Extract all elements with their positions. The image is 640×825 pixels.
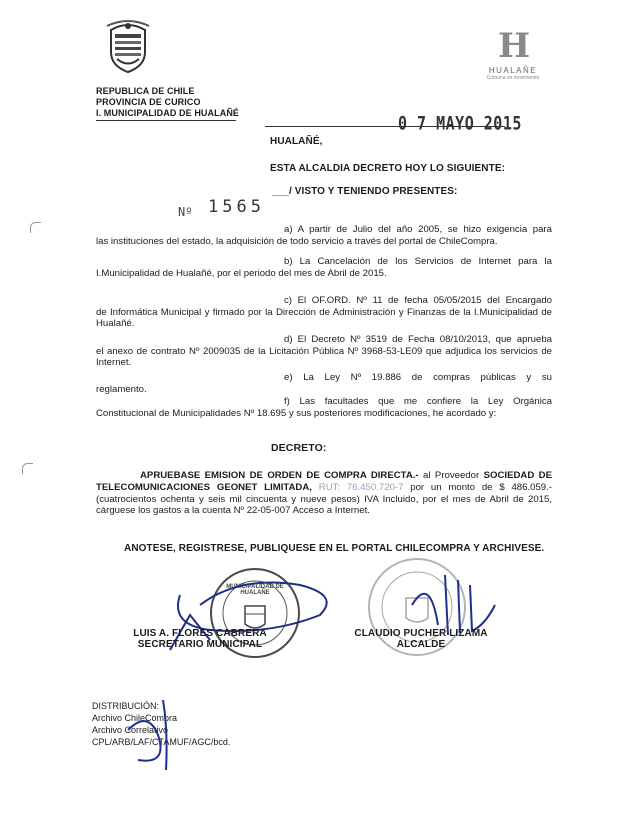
distribution-title: DISTRIBUCIÓN: [92, 701, 160, 711]
logo-name: HUALAÑE [488, 66, 538, 75]
decreto-heading: DECRETO: [271, 442, 327, 454]
municipal-crest-icon [103, 18, 153, 74]
consideration-d-rest: el anexo de contrato Nº 2009035 de la Licitación Pública Nº 3968-53-LE09 que adjudica los servicios de Internet. [96, 345, 552, 368]
resolution-order: APRUEBASE EMISION DE ORDEN DE COMPRA DIRECTA.- [140, 470, 419, 481]
consideration-a [96, 224, 552, 247]
visto-line: ___/ VISTO Y TENIENDO PRESENTES: [272, 186, 458, 197]
secretary-block [120, 628, 280, 650]
header-province: PROVINCIA DE CURICO [96, 97, 201, 107]
resolution-paragraph [96, 470, 552, 517]
consideration-f [96, 396, 552, 419]
decree-number: 1565 [208, 197, 265, 217]
consideration-d [96, 334, 552, 369]
consideration-b [96, 256, 552, 279]
decree-number-prefix: Nº [178, 205, 193, 219]
mayor-block [338, 628, 504, 650]
consideration-a-rest: las instituciones del estado, la adquisición de todo servicio a través del portal de ChileCompra. [96, 235, 498, 247]
consideration-b-first: b) La Cancelación de los Servicios de Internet para la [284, 256, 552, 267]
distribution-item: CPL/ARB/LAF/CTAMUF/AGC/bcd. [92, 737, 231, 747]
hualane-logo [478, 28, 548, 98]
consideration-e-rest: reglamento. [96, 383, 147, 395]
logo-subtitle: Comuna en movimiento [486, 75, 540, 81]
punch-hole-mark [30, 222, 41, 233]
consideration-b-rest: I.Municipalidad de Hualañé, por el periodo del mes de Abril de 2015. [96, 267, 387, 279]
intro-line: ESTA ALCALDIA DECRETO HOY LO SIGUIENTE: [270, 163, 506, 174]
resolution-rut: RUT: 76.450.720-7 [311, 481, 404, 493]
institution-header [96, 86, 239, 119]
closing-line: ANOTESE, REGISTRESE, PUBLIQUESE EN EL PORTAL CHILECOMPRA Y ARCHIVESE. [124, 543, 545, 554]
distribution-item: Archivo ChileCompra [92, 713, 178, 723]
punch-hole-mark [22, 463, 33, 474]
resolution-provider-intro: al Proveedor [418, 470, 480, 481]
distribution-initials-icon [108, 690, 188, 775]
place-line: HUALAÑÉ, [270, 136, 323, 147]
header-country: REPUBLICA DE CHILE [96, 86, 195, 96]
header-underline [96, 120, 236, 121]
consideration-c-first: c) El OF.ORD. Nº 11 de fecha 05/05/2015 del Encargado [284, 295, 552, 306]
consideration-d-first: d) El Decreto Nº 3519 de Fecha 08/10/2013, que aprueba [284, 334, 552, 345]
resolution-provider: SOCIEDAD DE TELECOMUNICACIONES GEONET LIMITADA, [96, 470, 553, 493]
secretary-name: LUIS A. FLORES CABRERA [133, 628, 267, 639]
secretary-role: SECRETARIO MUNICIPAL [137, 639, 263, 650]
mayor-role: ALCALDE [396, 639, 446, 650]
consideration-c [96, 295, 552, 330]
resolution-amount: por un monto de $ 486.059.- (cuatrocientos ochenta y seis mil cincuenta y nueve pesos) IVA Incluido, por el mes de Abril de 2015, cárguese los gastos a la cuenta Nº 22-05-007 Acceso a Internet. [96, 481, 552, 517]
consideration-e [96, 372, 552, 395]
mayor-name: CLAUDIO PUCHER LIZAMA [354, 628, 488, 639]
consideration-e-first: e) La Ley Nº 19.886 de compras públicas y su [284, 372, 552, 383]
secretary-stamp-text: MUNICIPALIDAD DE HUALAÑE [226, 584, 284, 596]
header-municipality: I. MUNICIPALIDAD DE HUALAÑÉ [96, 108, 240, 118]
logo-letters: H [497, 26, 529, 66]
consideration-a-first: a) A partir de Julio del año 2005, se hizo exigencia para [284, 224, 552, 235]
consideration-c-rest: de Informática Municipal y firmado por la Dirección de Administración y Finanzas de la I.Municipalidad de Hualañé. [96, 306, 552, 329]
consideration-f-rest: Constitucional de Municipalidades Nº 18.695 y sus posteriores modificaciones, he acordado y: [96, 407, 497, 419]
distribution-item: Archivo Correlativo [92, 725, 169, 735]
consideration-f-first: f) Las facultades que me confiere la Ley Orgánica [284, 396, 552, 407]
date-stamp: 0 7 MAYO 2015 [398, 111, 522, 135]
